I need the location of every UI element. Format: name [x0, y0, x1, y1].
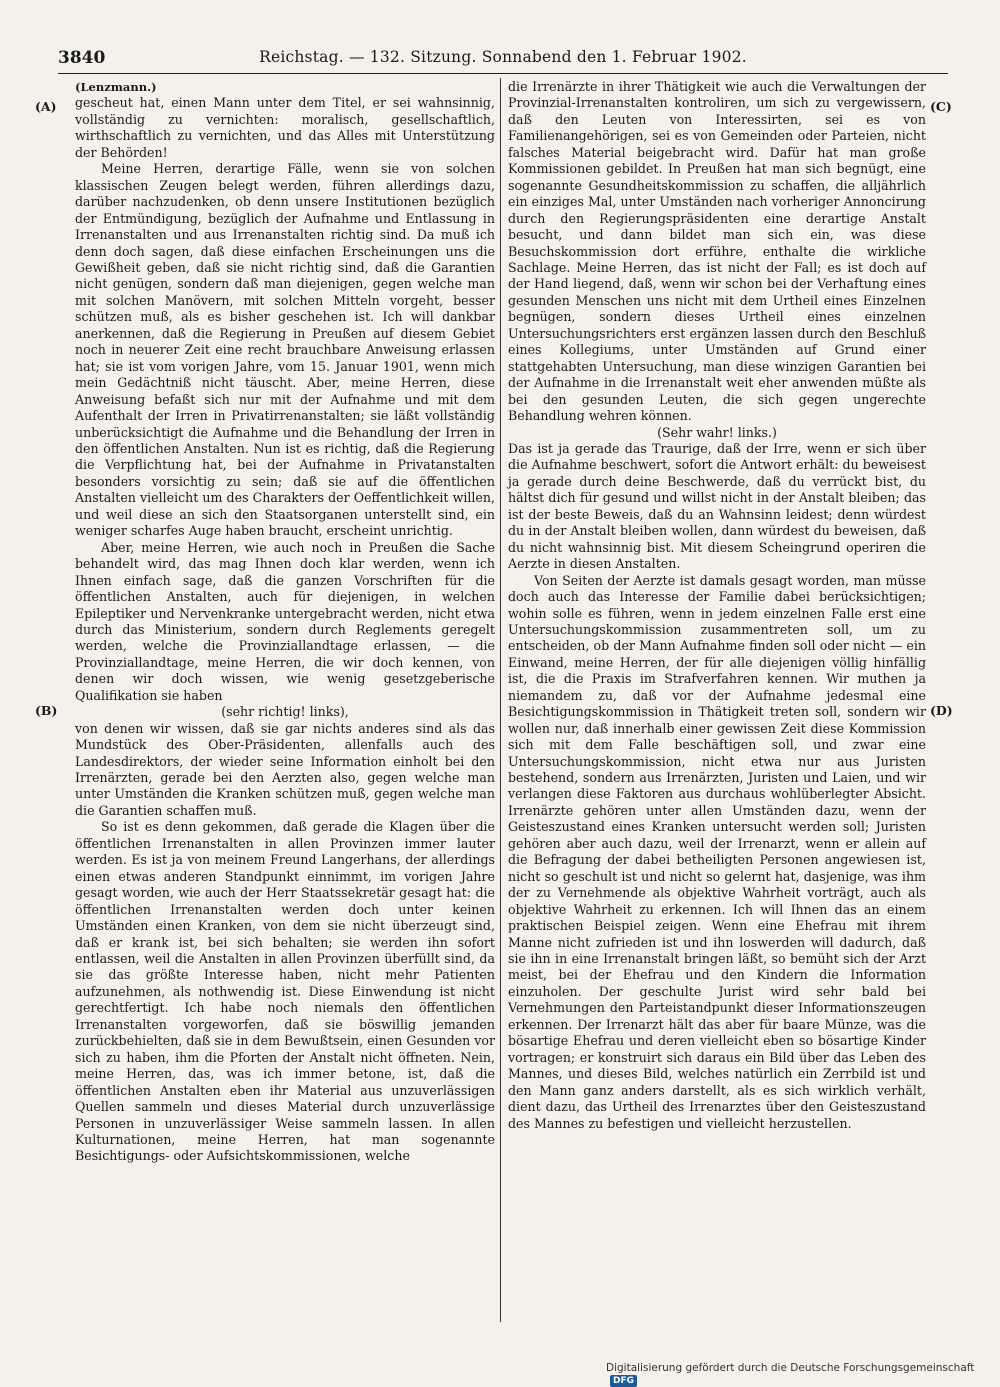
- margin-marker-c: (C): [930, 99, 952, 114]
- speaker-name: (Lenzmann.): [75, 80, 157, 94]
- interjection: (Sehr wahr! links.): [657, 424, 777, 440]
- dfg-logo-icon: DFG: [610, 1375, 637, 1387]
- margin-marker-a: (A): [35, 99, 57, 114]
- paragraph: Aber, meine Herren, wie auch noch in Preußen die Sache behandelt wird, das mag Ihnen doch klar werden, wenn ich Ihnen einfach sage, daß die ganzen Vorschriften für die öffentlichen Anstalten, auch für diejenigen, in welchen Epileptiker und Nervenkranke untergebracht werden, nicht etwa durch das Ministerium, sondern durch Reglements geregelt werden, welche die Provinziallandtage erlassen, — die Provinziallandtage, meine Herren, die wir doch kennen, von denen wir doch wissen, wie wenig gesetzgeberische Qualifikation sie haben: [75, 539, 495, 703]
- paragraph: So ist es denn gekommen, daß gerade die Klagen über die öffentlichen Irrenanstalten in allen Provinzen immer lauter werden. Es ist ja von meinem Freund Langerhans, der allerdings einen etwas anderen Standpunkt einnimmt, im vorigen Jahre gesagt worden, wie auch der Herr Staatssekretär gesagt hat: die öffentlichen Irrenanstalten werden doch unter keinen Umständen einen Kranken, von dem sie nicht überzeugt sind, daß er krank ist, bei sich behalten; sie werden ihn sofort entlassen, weil die Anstalten in allen Provinzen überfüllt sind, da sie das größte Interesse haben, nicht mehr Patienten aufzunehmen, als nothwendig ist. Diese Einwendung ist nicht gerechtfertigt. Ich habe noch niemals den öffentlichen Irrenanstalten vorgeworfen, daß sie böswillig jemanden zurückbehielten, daß sie in dem Bewußtsein, einen Gesunden vor sich zu haben, ihm die Pforten der Anstalt nicht öffneten. Nein, meine Herren, das, was ich immer betone, ist, daß die öffentlichen Anstalten eben ihr Material aus unzuverlässigen Quellen sammeln und dieses Material durch unzuverlässige Personen in unzuverlässiger Weise sammeln lassen. In allen Kulturnationen, meine Herren, hat man sogenannte Besichtigungs- oder Aufsichtskommissionen, welche: [75, 819, 495, 1164]
- footer: [606, 1362, 1000, 1387]
- paragraph: gescheut hat, einen Mann unter dem Titel, er sei wahnsinnig, vollständig zu vernichten: moralisch, gesellschaftlich, wirthschaftlich zu vernichten, und das Alles mit Unterstützung der Behörden!: [75, 95, 495, 160]
- running-title: Reichstag. — 132. Sitzung. Sonnabend den 1. Februar 1902.: [259, 48, 747, 66]
- paragraph: Meine Herren, derartige Fälle, wenn sie von solchen klassischen Zeugen belegt werden, führen allerdings dazu, darüber nachzudenken, ob denn unsere Institutionen bezüglich der Entmündigung, bezüglich der Aufnahme und Entlassung in Irrenanstalten und aus Irrenanstalten richtig sind. Da muß ich denn doch sagen, daß diese einfachen Erscheinungen uns die Gewißheit geben, daß sie nicht richtig sind, daß die Garantien nicht genügen, sondern daß man diejenigen, gegen welche man mit solchen Manövern, mit solchen Mitteln vorgeht, besser schützen muß, als es bisher geschehen ist. Ich will dankbar anerkennen, daß die Regierung in Preußen auf diesem Gebiet noch in neuerer Zeit eine recht brauchbare Anweisung erlassen hat; sie ist vom vorigen Jahre, vom 15. Januar 1901, wenn mich mein Gedächtniß nicht täuscht. Aber, meine Herren, diese Anweisung befaßt sich nur mit der Aufnahme und mit dem Aufenthalt der Irren in Privatirrenanstalten; sie läßt vollständig unberücksichtigt die Aufnahme und die Behandlung der Irren in den öffentlichen Anstalten. Nun ist es richtig, daß die Regierung die Verpflichtung hat, bei der Aufnahme in Privatanstalten besonders vorsichtig zu sein; daß sie auf die öffentlichen Anstalten vielleicht um des Charakters der Oeffentlichkeit willen, und weil diese an sich den Staatsorganen unterstellt sind, ein weniger scharfes Auge haben braucht, erscheint unrichtig.: [75, 161, 495, 539]
- page-header: [58, 48, 948, 72]
- paragraph: die Irrenärzte in ihrer Thätigkeit wie auch die Verwaltungen der Provinzial-Irrenanstalten kontroliren, um sich zu vergewissern, daß den Leuten von Interessirten, sei es von Familienangehörigen, sei es von Gemeinden oder Parteien, nicht falsches Material beigebracht wird. Dafür hat man große Kommissionen gebildet. In Preußen hat man sich begnügt, eine sogenannte Gesundheitskommission zu schaffen, die alljährlich ein einziges Mal, unter Umständen nach vorheriger Annoncirung durch den Regierungspräsidenten eine derartige Anstalt besucht, und dann bildet man sich ein, was diese Besuchskommission dort erführe, enthalte die wirkliche Sachlage. Meine Herren, das ist nicht der Fall; es ist doch auf der Hand liegend, daß, wenn wir schon bei der Verhaftung eines gesunden Menschen uns nicht mit dem Urtheil eines Einzelnen begnügen, sondern dieses Urtheil eines einzelnen Untersuchungsrichters erst ergänzen lassen durch den Beschluß eines Kollegiums, unter Umständen auf Grund einer stattgehabten Untersuchung, man diese winzigen Garantien bei der Aufnahme in die Irrenanstalt weit eher anwenden müßte als bei den gesunden Leuten, die sich gegen ungerechte Behandlung wehren können.: [508, 79, 926, 424]
- page-number: 3840: [58, 48, 106, 68]
- margin-marker-b: (B): [35, 703, 58, 718]
- left-column: [75, 79, 495, 1165]
- paragraph: von denen wir wissen, daß sie gar nichts anderes sind als das Mundstück des Ober-Präsidenten, allenfalls auch des Landesdirektors, der wieder seine Information einholt bei den Irrenärzten, gerade bei den Aerzten also, gegen welche man unter Umständen die Kranken schützen muß, gegen welche man die Garantien schaffen muß.: [75, 720, 495, 818]
- column-divider: [500, 78, 501, 1322]
- margin-marker-d: (D): [930, 703, 953, 718]
- interjection: (sehr richtig! links),: [221, 704, 349, 720]
- right-column: [508, 79, 926, 1132]
- paragraph: Das ist ja gerade das Traurige, daß der Irre, wenn er sich über die Aufnahme beschwert, sofort die Antwort erhält: du beweisest ja gerade durch deine Beschwerde, daß du verrückt bist, du hältst dich für gesund und willst nicht in der Anstalt bleiben; das ist der beste Beweis, daß du an Wahnsinn leidest; denn würdest du in der Anstalt bleiben wollen, dann würdest du beweisen, daß du nicht wahnsinnig bist. Mit diesem Scheingrund operiren die Aerzte in diesen Anstalten.: [508, 440, 926, 572]
- footer-credit: Digitalisierung gefördert durch die Deutsche Forschungsgemeinschaft: [606, 1362, 975, 1374]
- paragraph: Von Seiten der Aerzte ist damals gesagt worden, man müsse doch auch das Interesse der Familie dabei berücksichtigen; wohin solle es führen, wenn in jedem einzelnen Falle erst eine Untersuchungskommission zusammentreten soll, um zu entscheiden, ob der Mann Aufnahme finden soll oder nicht — ein Einwand, meine Herren, der für alle diejenigen völlig hinfällig ist, die die Praxis im Strafverfahren kennen. Wir muthen ja niemandem zu, daß vor der Aufnahme jedesmal eine Besichtigungskommission in Thätigkeit treten soll, sondern wir wollen nur, daß innerhalb einer gewissen Zeit diese Kommission sich mit dem Falle beschäftigen soll, und zwar eine Untersuchungskommission, nicht etwa nur aus Juristen bestehend, sondern aus Irrenärzten, Juristen und Laien, und wir verlangen diese Faktoren aus durchaus wohlüberlegter Absicht. Irrenärzte gehören unter allen Umständen dazu, wenn der Geisteszustand eines Kranken untersucht werden soll; Juristen gehören aber auch dazu, weil der Irrenarzt, wenn er allein auf die Befragung der dabei betheiligten Personen angewiesen ist, nicht so geschult ist und nicht so gelernt hat, dasjenige, was ihm der zu Vernehmende als objektive Wahrheit vorträgt, auch als objektive Wahrheit zu erkennen. Ich will Ihnen das an einem praktischen Beispiel zeigen. Wenn eine Ehefrau mit ihrem Manne nicht zufrieden ist und ihn loswerden will dadurch, daß sie ihn in eine Irrenanstalt bringen läßt, so bemüht sich der Arzt meist, bei der Ehefrau und den Kindern die Information einzuholen. Der geschulte Jurist wird sehr bald bei Vernehmungen den Parteistandpunkt dieser Informationszeugen erkennen. Der Irrenarzt hält das aber für baare Münze, was die bösartige Ehefrau und deren vielleicht eben so bösartige Kinder vortragen; er konstruirt sich daraus ein Bild über das Leben des Mannes, und dieses Bild, welches natürlich ein Zerrbild ist und den Mann ganz anders darstellt, als es sich wirklich verhält, dient dazu, das Urtheil des Irrenarztes über den Geisteszustand des Mannes zu befestigen und vielleicht herzustellen.: [508, 572, 926, 1131]
- header-rule: [58, 73, 948, 74]
